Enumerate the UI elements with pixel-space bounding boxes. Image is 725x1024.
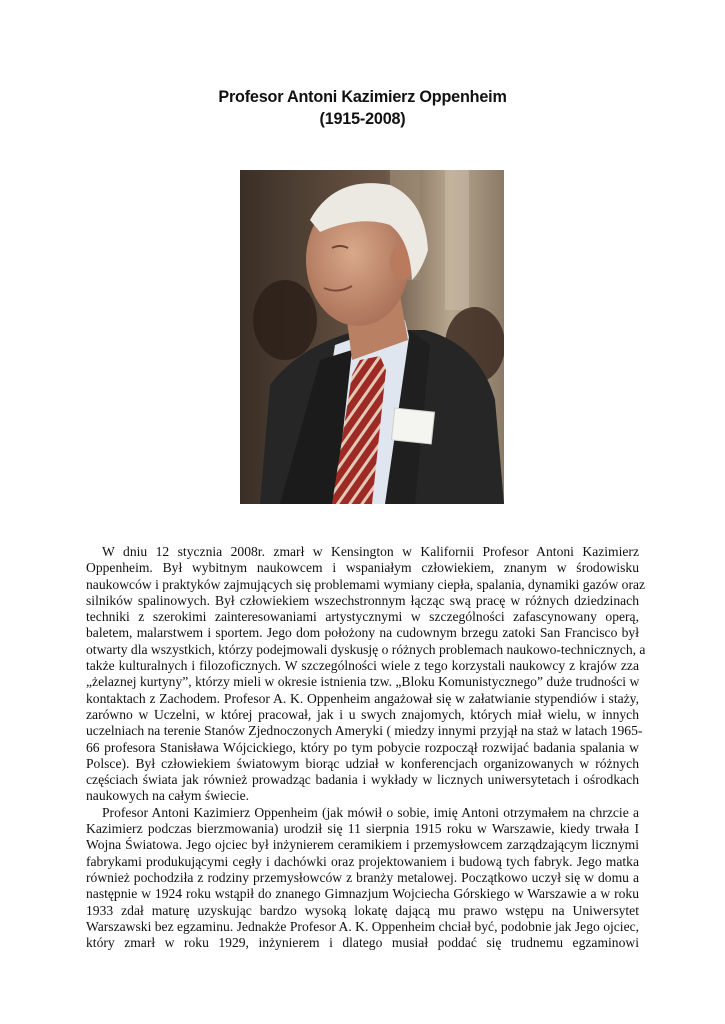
paragraph-line: który zmarł w roku 1929, inżynierem i dlatego musiał poddać się trudnemu egzaminowi [86, 935, 639, 951]
document-title [0, 86, 725, 130]
paragraph-line: także kulturalnych i filozoficznych. W szczególności wiele z tego korzystali naukowcy z krajów zza [86, 658, 639, 674]
paragraph-line: Kazimierz podczas bierzmowania) urodził się 11 sierpnia 1915 roku w Warszawie, kiedy trwała I [86, 821, 639, 837]
paragraph-line: naukowych na całym świecie. [86, 788, 250, 804]
paragraph-line: Profesor Antoni Kazimierz Oppenheim (jak mówił o sobie, imię Antoni otrzymałem na chrzcie a [102, 804, 639, 820]
paragraph-1 [86, 544, 646, 805]
paragraph-line: naukowców i praktyków zajmujących się problemami wymiany ciepła, spalania, dynamiki gazów oraz [86, 576, 646, 592]
portrait-illustration [240, 170, 504, 504]
portrait-photo [240, 170, 504, 504]
title-name: Profesor Antoni Kazimierz Oppenheim [218, 88, 507, 106]
paragraph-line: otwarty dla wszystkich, którzy podejmowali dyskusję o różnych problemach naukowo-technicznych, a [86, 641, 646, 657]
paragraph-line: fabrykami produkującymi cegły i dachówki oraz projektowaniem i budową tych fabryk. Jego matka [86, 853, 639, 869]
paragraph-line: techniki z szerokimi zainteresowaniami artystycznymi w szczególności zafascynowany operą, [86, 609, 639, 625]
paragraph-line: Oppenheim. Był wybitnym naukowcem i wspaniałym człowiekiem, znanym w środowisku [86, 560, 639, 576]
paragraph-line: „żelaznej kurtyny”, którzy mieli w okresie istnienia tzw. „Bloku Komunistycznego” duże trudności w [86, 674, 640, 690]
paragraph-line: baletem, malarstwem i sportem. Jego dom położony na cudownym brzegu zatoki San Francisco był [86, 625, 639, 641]
paragraph-line: zarówno w Uczelni, w której pracował, jak i u swych znajomych, których miał wielu, w innych [86, 706, 639, 722]
paragraph-line: 66 profesora Stanisława Wójcickiego, który po tym pobycie rozpoczął rozwijać badania spalania w [86, 739, 639, 755]
paragraph-line: W dniu 12 stycznia 2008r. zmarł w Kensington w Kalifornii Profesor Antoni Kazimierz [102, 544, 639, 559]
paragraph-line: również pochodziła z rodziny przemysłowców z branży metalowej. Początkowo uczył się w domu a [86, 869, 639, 885]
paragraph-line: kontaktach z Zachodem. Profesor A. K. Oppenheim angażował się w załatwianie stypendiów i staży, [86, 690, 639, 706]
article-body [86, 544, 646, 951]
paragraph-2 [86, 805, 639, 952]
paragraph-line: 1933 zdał maturę uzyskując bardzo wysoką lokatę dającą mu prawo wstępu na Uniwersytet [86, 902, 639, 918]
paragraph-line: Warszawski bez egzaminu. Jednakże Profesor A. K. Oppenheim chciał być, podobnie jak Jego ojciec, [86, 918, 640, 934]
paragraph-line: Polsce). Był człowiekiem światowym biorąc udział w konferencjach organizowanych w różnych [86, 755, 639, 771]
paragraph-line: częściach świata jak również prowadząc badania i wykłady w licznych uniwersytetach i ośrodkach [86, 772, 639, 788]
paragraph-line: uczelniach na terenie Stanów Zjednoczonych Ameryki ( miedzy innymi przyjął na staż w latach 1965- [86, 723, 643, 739]
paragraph-line: Wojna Światowa. Jego ojciec był inżynierem ceramikiem i przemysłowcem zarządzającym licznymi [86, 837, 639, 853]
paragraph-line: następnie w 1924 roku wstąpił do znanego Gimnazjum Wojciecha Górskiego w Warszawie a w roku [86, 886, 639, 902]
paragraph-line: silników spalinowych. Był człowiekiem wszechstronnym łącząc swą pracę w różnych dziedzinach [86, 592, 639, 608]
title-years: (1915-2008) [319, 110, 406, 128]
